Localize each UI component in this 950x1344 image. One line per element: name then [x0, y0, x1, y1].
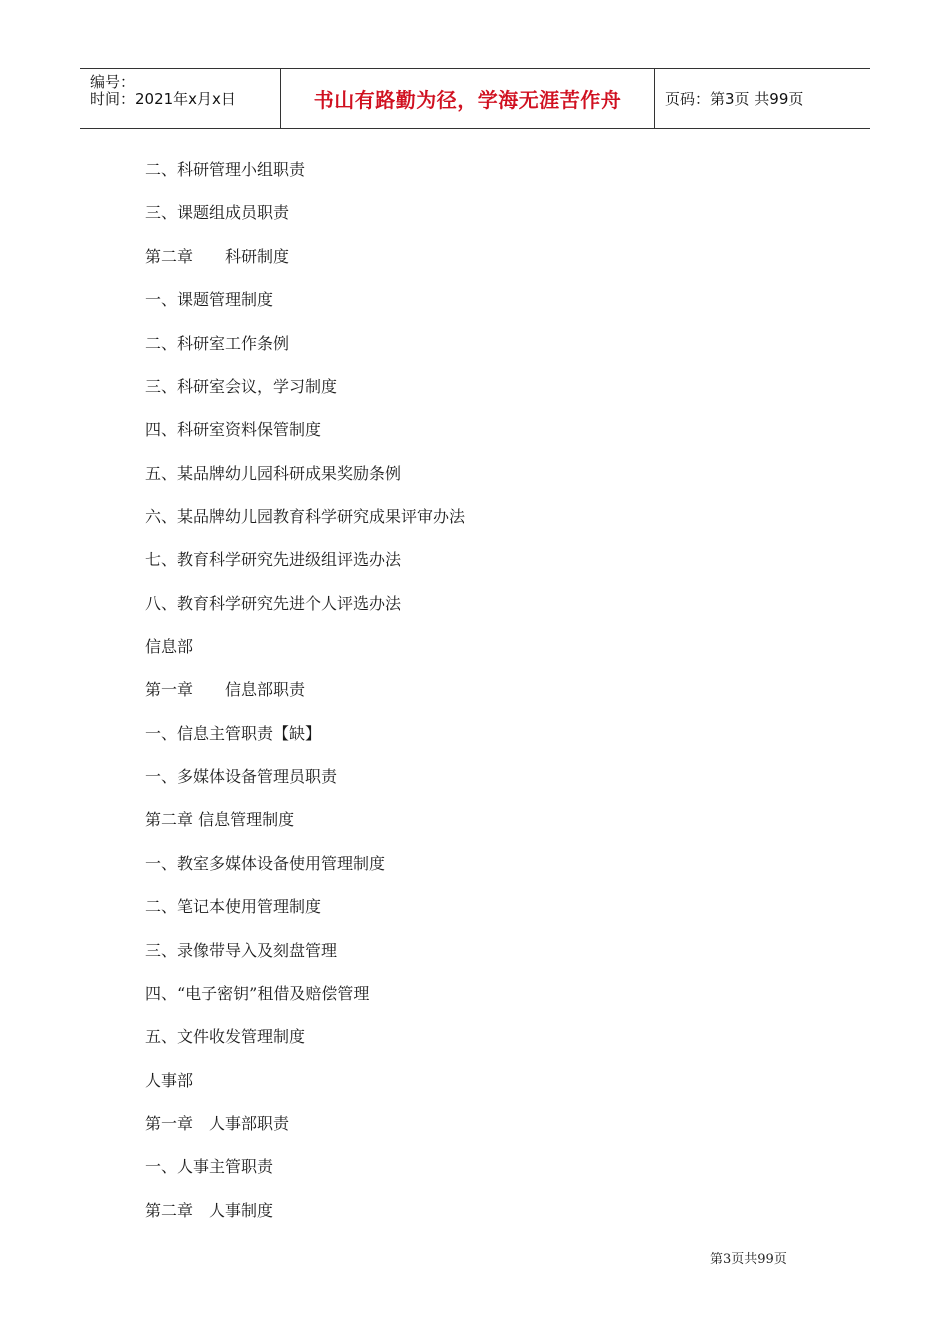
- toc-item: 四、“电子密钥”租借及赔偿管理: [145, 984, 370, 1003]
- page-footer: 第3页共99页: [710, 1252, 787, 1267]
- toc-item: 三、录像带导入及刻盘管理: [145, 941, 338, 960]
- document-number-label: 编号：: [90, 73, 136, 91]
- toc-item: 第一章 人事部职责: [145, 1114, 290, 1133]
- toc-item: 一、课题管理制度: [145, 290, 274, 309]
- document-header: [80, 68, 870, 129]
- document-time-label: 时间：2021年x月x日: [90, 90, 236, 108]
- header-page-code: 页码：第3页 共99页: [665, 90, 804, 108]
- toc-item: 人事部: [145, 1071, 194, 1090]
- header-motto-cell: [281, 69, 655, 128]
- toc-item: 三、科研室会议，学习制度: [145, 377, 338, 396]
- toc-item: 一、教室多媒体设备使用管理制度: [145, 854, 386, 873]
- toc-item: 第二章 人事制度: [145, 1201, 274, 1220]
- toc-item: 第二章 信息管理制度: [145, 810, 295, 829]
- header-meta-cell: [80, 69, 281, 128]
- toc-item: 二、笔记本使用管理制度: [145, 897, 322, 916]
- header-page-cell: [655, 69, 870, 128]
- toc-item: 七、教育科学研究先进级组评选办法: [145, 550, 402, 569]
- toc-item: 二、科研管理小组职责: [145, 160, 306, 179]
- toc-item: 五、某品牌幼儿园科研成果奖励条例: [145, 464, 402, 483]
- toc-item: 一、信息主管职责【缺】: [145, 724, 322, 743]
- toc-item: 六、某品牌幼儿园教育科学研究成果评审办法: [145, 507, 466, 526]
- toc-item: 二、科研室工作条例: [145, 334, 290, 353]
- toc-item: 信息部: [145, 637, 194, 656]
- toc-item: 三、课题组成员职责: [145, 203, 290, 222]
- toc-item: 五、文件收发管理制度: [145, 1027, 306, 1046]
- toc-item: 第二章 科研制度: [145, 247, 290, 266]
- toc-item: 一、人事主管职责: [145, 1157, 274, 1176]
- header-motto: 书山有路勤为径，学海无涯苦作舟: [313, 88, 622, 112]
- toc-item: 四、科研室资料保管制度: [145, 420, 322, 439]
- toc-item: 第一章 信息部职责: [145, 680, 306, 699]
- toc-item: 八、教育科学研究先进个人评选办法: [145, 594, 402, 613]
- toc-item: 一、多媒体设备管理员职责: [145, 767, 338, 786]
